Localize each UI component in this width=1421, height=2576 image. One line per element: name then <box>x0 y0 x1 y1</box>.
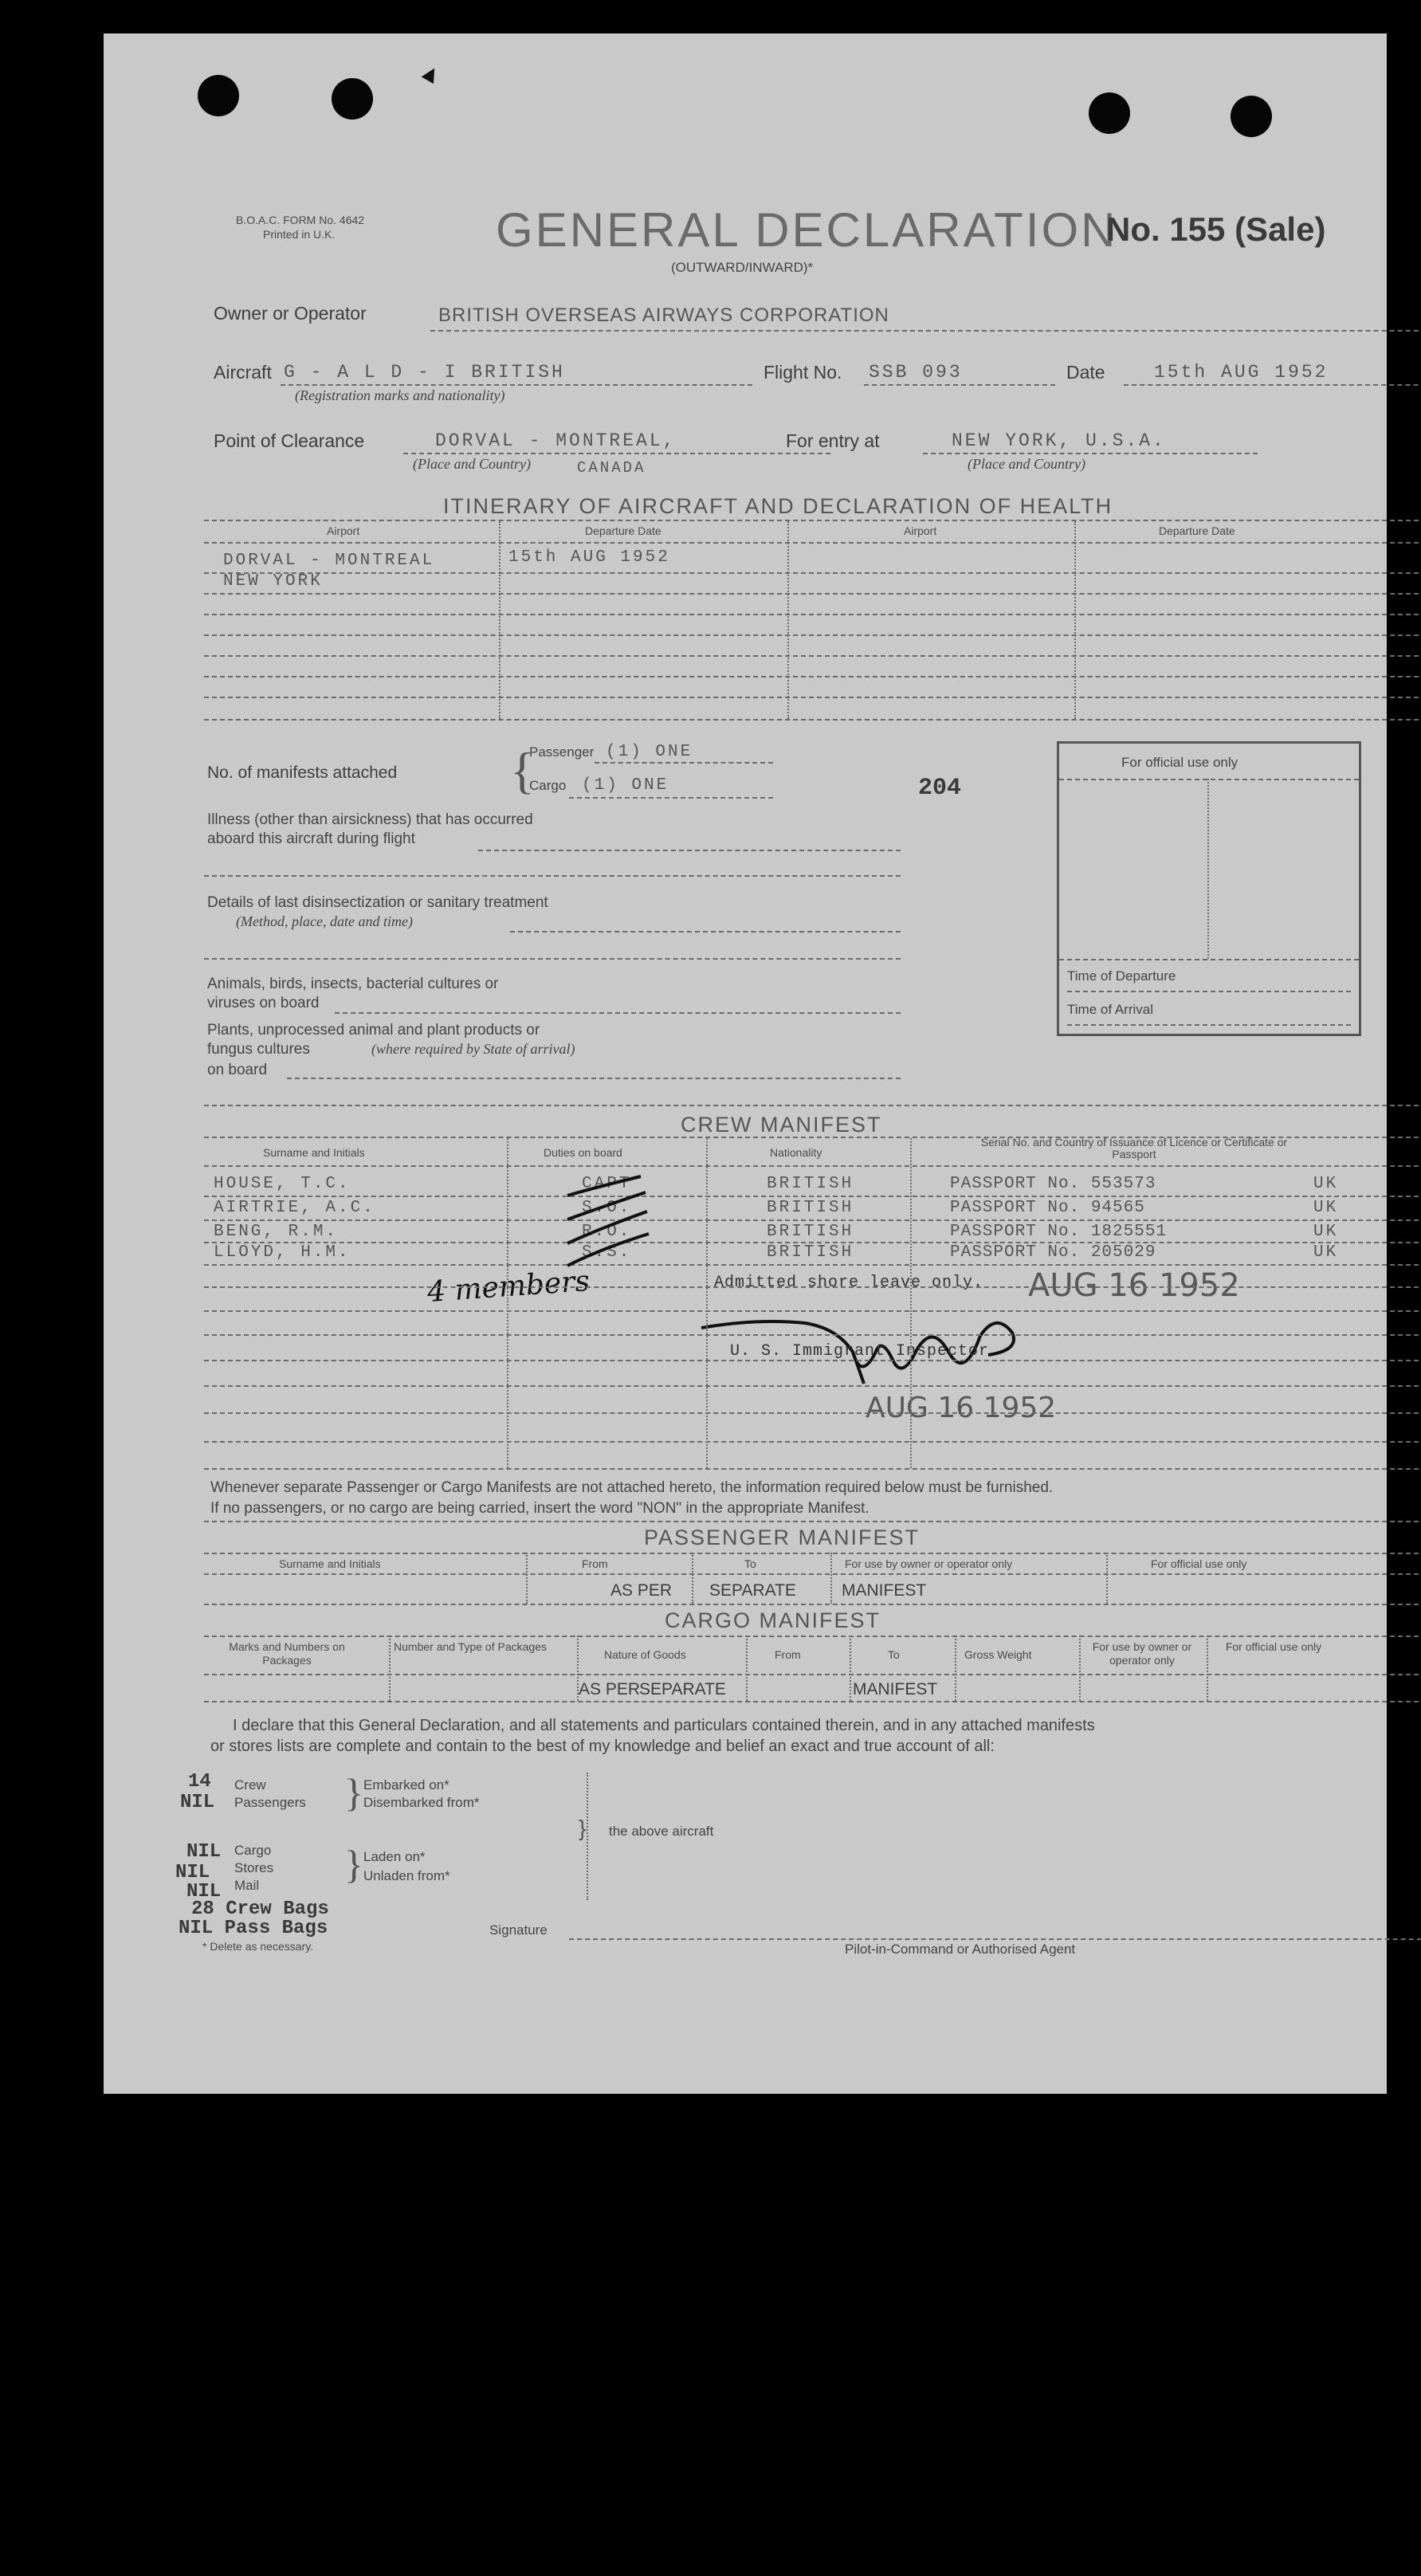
signer-label: Pilot-in-Command or Authorised Agent <box>845 1942 1076 1957</box>
punch-hole <box>198 75 239 116</box>
crew-row-1-document: PASSPORT No. 553573 <box>950 1175 1156 1193</box>
crew-row-4-document: PASSPORT No. 205029 <box>950 1243 1156 1262</box>
aircraft-sub: (Registration marks and nationality) <box>295 387 505 403</box>
itin-header-airport-1: Airport <box>327 524 360 537</box>
form-id: B.O.A.C. FORM No. 4642 <box>236 214 365 226</box>
laden-label: Laden on* <box>363 1849 426 1864</box>
illness-line-2: aboard this aircraft during flight <box>207 831 415 847</box>
plants-line-1: Plants, unprocessed animal and plant products or <box>207 1022 540 1039</box>
stores-label: Stores <box>234 1860 274 1875</box>
clearance-value: DORVAL - MONTREAL, <box>435 430 677 451</box>
illness-line-1: Illness (other than airsickness) that has occurred <box>207 811 533 828</box>
crew-header-nationality: Nationality <box>770 1146 822 1159</box>
itin-header-date-2: Departure Date <box>1159 524 1235 537</box>
crew-row-3-document: PASSPORT No. 1825551 <box>950 1223 1168 1241</box>
crew-row-1-name: HOUSE, T.C. <box>214 1175 351 1193</box>
itin-header-airport-2: Airport <box>904 524 937 537</box>
big-bracket: } <box>579 1816 587 1840</box>
flight-label: Flight No. <box>763 362 842 383</box>
pass-count: NIL <box>180 1792 215 1813</box>
itin-header-date-1: Departure Date <box>585 524 661 537</box>
pm-row-to: SEPARATE <box>709 1581 796 1600</box>
pm-header-from: From <box>582 1557 608 1570</box>
stores-nil: NIL <box>175 1862 210 1883</box>
mail-nil: NIL <box>186 1881 222 1903</box>
clearance-country: CANADA <box>577 459 646 477</box>
disembarked-label: Disembarked from* <box>363 1795 480 1810</box>
stamp-date-2: AUG 16 1952 <box>866 1392 1057 1424</box>
crew-row-4-country: UK <box>1313 1243 1339 1262</box>
bracket-2: } <box>344 1842 363 1887</box>
manifest-passenger-label: Passenger <box>529 744 595 760</box>
crew-count: 14 <box>188 1771 211 1793</box>
crew-row-2-duty: S.O. <box>582 1199 632 1217</box>
itin-row-1-airport: DORVAL - MONTREAL <box>223 552 435 570</box>
crew-header-document: Serial No. and Country of Issuance of Licence or Certificate or Passport <box>980 1136 1288 1160</box>
signature-label: Signature <box>489 1922 548 1938</box>
cm-row-nature: AS PER <box>579 1680 641 1698</box>
manifest-cargo-label: Cargo <box>529 778 567 793</box>
official-departure: Time of Departure <box>1067 968 1176 984</box>
disinsect-line-1: Details of last disinsectization or sanitary treatment <box>207 894 548 911</box>
notice-line-2: If no passengers, or no cargo are being carried, insert the word "NON" in the appropriate Manifest. <box>210 1500 869 1517</box>
pm-header-official: For official use only <box>1151 1557 1247 1570</box>
crew-row-2-name: AIRTRIE, A.C. <box>214 1199 375 1217</box>
official-arrival: Time of Arrival <box>1067 1002 1154 1017</box>
punch-hole <box>332 78 373 120</box>
clearance-sub: (Place and Country) <box>413 456 531 472</box>
cm-header-weight: Gross Weight <box>964 1648 1032 1661</box>
animals-line-2: viruses on board <box>207 995 320 1011</box>
animals-line-1: Animals, birds, insects, bacterial cultures or <box>207 976 499 992</box>
passenger-manifest-title: PASSENGER MANIFEST <box>644 1526 921 1549</box>
pm-header-to: To <box>744 1557 756 1570</box>
manifest-cargo-value: (1) ONE <box>582 776 669 795</box>
paper-mark: ▲ <box>414 56 449 92</box>
crew-header-name: Surname and Initials <box>263 1146 365 1159</box>
crew-row-2-country: UK <box>1313 1199 1339 1217</box>
plants-line-3: (where required by State of arrival) <box>371 1041 575 1057</box>
bracket-1: } <box>344 1770 363 1815</box>
handwritten-members: 4 members <box>426 1264 591 1310</box>
cm-row-to: MANIFEST <box>853 1680 938 1698</box>
crew-row-4-name: LLOYD, H.M. <box>214 1243 351 1262</box>
crew-row-3-nationality: BRITISH <box>767 1223 854 1241</box>
notice-line-1: Whenever separate Passenger or Cargo Manifests are not attached hereto, the information required below must be furnished. <box>210 1479 1054 1496</box>
passengers-label: Passengers <box>234 1795 306 1810</box>
crew-row-3-country: UK <box>1313 1223 1339 1241</box>
declaration-form <box>104 33 1387 2094</box>
delete-note: * Delete as necessary. <box>202 1940 314 1953</box>
crew-title: CREW MANIFEST <box>681 1113 882 1137</box>
form-number: No. 155 (Sale) <box>1106 210 1326 248</box>
manifest-count: 204 <box>918 775 962 802</box>
date-label: Date <box>1066 362 1105 383</box>
pm-row-owner: MANIFEST <box>842 1581 927 1600</box>
itin-row-2-airport: NEW YORK <box>223 572 323 591</box>
owner-value: BRITISH OVERSEAS AIRWAYS CORPORATION <box>438 304 889 326</box>
cargo-nil: NIL <box>186 1841 222 1863</box>
crew-row-4-duty: S.S. <box>582 1243 632 1262</box>
unladen-label: Unladen from* <box>363 1868 450 1883</box>
declaration-text-1: I declare that this General Declaration, and all statements and particulars contained therein, and in any attached manifests <box>233 1717 1095 1734</box>
cm-header-to: To <box>888 1648 900 1661</box>
clearance-label: Point of Clearance <box>214 430 365 451</box>
manifests-label: No. of manifests attached <box>207 764 398 782</box>
crew-row-2-nationality: BRITISH <box>767 1199 854 1217</box>
official-use-box <box>1057 741 1361 1036</box>
stamp-date-1: AUG 16 1952 <box>1028 1267 1240 1304</box>
admitted-note: Admitted shore leave only. <box>714 1274 984 1292</box>
crew-row-1-country: UK <box>1313 1175 1339 1193</box>
crew-row-4-nationality: BRITISH <box>767 1243 854 1262</box>
itinerary-title: ITINERARY OF AIRCRAFT AND DECLARATION OF HEALTH <box>443 494 1113 518</box>
crew-row-3-duty: R.O. <box>582 1223 632 1241</box>
form-title: GENERAL DECLARATION <box>496 203 1118 257</box>
aircraft-label: Aircraft <box>214 362 272 383</box>
aircraft-value: G - A L D - I BRITISH <box>284 362 565 383</box>
entry-value: NEW YORK, U.S.A. <box>952 430 1166 451</box>
punch-hole <box>1089 92 1130 134</box>
embarked-label: Embarked on* <box>363 1777 449 1793</box>
plants-line-4: on board <box>207 1062 268 1078</box>
cm-header-owner: For use by owner or operator only <box>1092 1640 1192 1667</box>
cm-header-marks: Marks and Numbers on Packages <box>229 1640 345 1667</box>
official-box-title: For official use only <box>1121 755 1238 770</box>
manifest-brace: { <box>510 742 535 799</box>
crew-bags: 28 Crew Bags <box>191 1899 329 1920</box>
pass-bags: NIL Pass Bags <box>179 1918 328 1939</box>
form-subtitle: (OUTWARD/INWARD)* <box>671 260 814 275</box>
mail-label: Mail <box>234 1878 260 1893</box>
crew-label: Crew <box>234 1777 266 1793</box>
disinsect-line-2: (Method, place, date and time) <box>236 913 413 929</box>
crew-header-duty: Duties on board <box>544 1146 622 1159</box>
plants-line-2: fungus cultures <box>207 1041 310 1058</box>
owner-label: Owner or Operator <box>214 303 367 324</box>
cm-header-number: Number and Type of Packages <box>394 1640 547 1653</box>
printed-note: Printed in U.K. <box>263 228 336 241</box>
cargo-label: Cargo <box>234 1843 272 1858</box>
cm-header-official: For official use only <box>1225 1640 1322 1653</box>
inspector-label: U. S. Immigrant Inspector <box>730 1342 990 1361</box>
pm-row-from: AS PER <box>610 1581 673 1600</box>
declaration-text-2: or stores lists are complete and contain to the best of my knowledge and belief an exact and true account of all: <box>210 1738 995 1755</box>
cm-row-from: SEPARATE <box>639 1680 726 1698</box>
flight-value: SSB 093 <box>869 362 963 383</box>
pm-header-owner: For use by owner or operator only <box>845 1557 1013 1570</box>
entry-sub: (Place and Country) <box>968 456 1085 472</box>
crew-row-1-duty: CAPT <box>582 1175 632 1193</box>
date-value: 15th AUG 1952 <box>1154 362 1329 383</box>
cm-header-nature: Nature of Goods <box>604 1648 686 1661</box>
pm-header-name: Surname and Initials <box>279 1557 381 1570</box>
crew-row-1-nationality: BRITISH <box>767 1175 854 1193</box>
entry-label: For entry at <box>786 430 880 451</box>
crew-row-3-name: BENG, R.M. <box>214 1223 339 1241</box>
crew-row-2-document: PASSPORT No. 94565 <box>950 1199 1145 1217</box>
above-aircraft: the above aircraft <box>609 1824 714 1839</box>
punch-hole <box>1231 96 1272 137</box>
itin-row-1-date: 15th AUG 1952 <box>508 548 670 567</box>
manifest-passenger-value: (1) ONE <box>606 743 693 761</box>
cargo-manifest-title: CARGO MANIFEST <box>665 1608 881 1632</box>
cm-header-from: From <box>775 1648 801 1661</box>
